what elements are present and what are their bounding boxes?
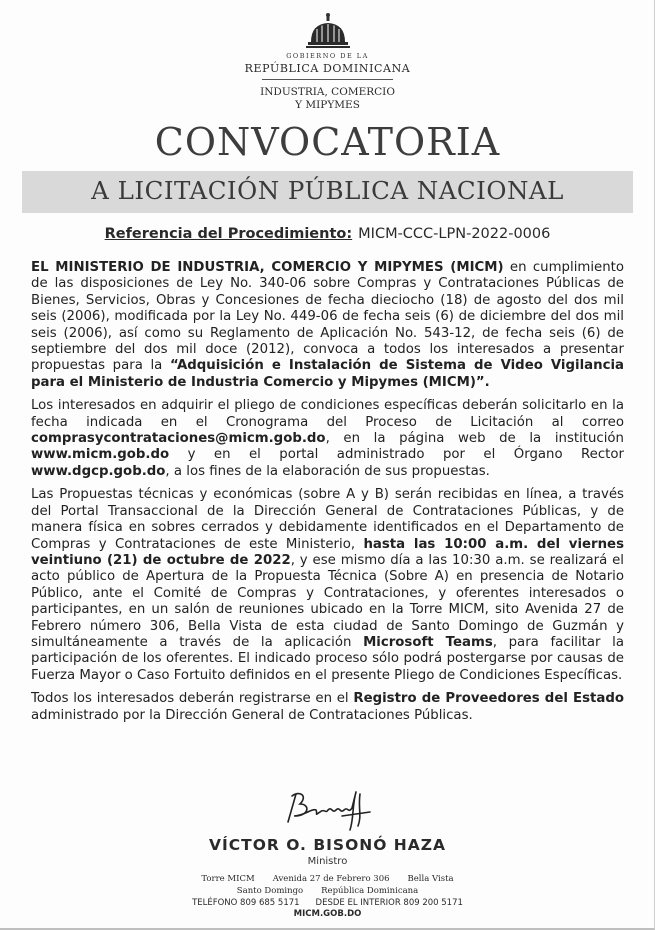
footer-phones	[0, 898, 655, 908]
reference-label: Referencia del Procedimiento:	[104, 226, 353, 242]
paragraph-1	[31, 260, 624, 391]
country-label: REPÚBLICA DOMINICANA	[244, 62, 411, 75]
announcement-body	[31, 260, 624, 731]
paragraph-2-text-a: Los interesados en adquirir el pliego de condiciones específicas deberán solicitarlo en la fecha indicada en el Cronograma del Proceso de Licitación al correo	[31, 398, 624, 430]
footer-address-street: Avenida 27 de Febrero 306	[272, 874, 390, 884]
teams-bold: Microsoft Teams	[363, 634, 493, 650]
signer-name: VÍCTOR O. BISONÓ HAZA	[208, 836, 446, 854]
paragraph-3-text-c: , para facilitar la participación de los oferentes. El indicado proceso sólo podrá postergarse por causas de Fuerza Mayor o Caso Fortuito definidos en el presente Pliego de Condiciones Específicas.	[31, 634, 624, 683]
signature-image	[270, 786, 390, 834]
subtitle-band	[22, 171, 633, 213]
email-link[interactable]: comprasycontrataciones@micm.gob.do	[31, 431, 326, 447]
footer-city-name: Santo Domingo	[236, 886, 304, 896]
ministry-name-line2: Y MIPYMES	[295, 99, 360, 111]
footer-address-building: Torre MICM	[201, 874, 255, 884]
government-label: GOBIERNO DE LA	[286, 52, 369, 60]
ministry-name	[0, 86, 655, 112]
procurement-object: “Adquisición e Instalación de Sistema de Video Vigilancia para el Ministerio de Industria Comercio y Mipymes (MICM)”.	[31, 358, 624, 390]
paragraph-2	[31, 398, 624, 480]
footer-address	[0, 874, 655, 884]
coat-of-arms-icon	[303, 12, 353, 52]
paragraph-4-text-b: administrado por la Dirección General de Contrataciones Públicas.	[31, 707, 473, 723]
footer-phone-interior: DESDE EL INTERIOR 809 200 5171	[315, 898, 463, 908]
paragraph-4-text-a: Todos los interesados deberán registrarse en el	[31, 691, 354, 707]
paragraph-2-text-c: y en el portal administrado por el Órgano Rector	[169, 447, 624, 463]
page-title: CONVOCATORIA	[154, 120, 501, 164]
procedure-reference	[0, 226, 655, 242]
registry-bold: Registro de Proveedores del Estado	[353, 691, 624, 707]
paragraph-2-text-b: , en la página web de la institución	[325, 431, 624, 447]
footer-phone: TELÉFONO 809 685 5171	[192, 898, 300, 908]
ministry-name-line1: INDUSTRIA, COMERCIO	[260, 86, 395, 98]
paragraph-3-text-a: Las Propuestas técnicas y económicas (sobre A y B) serán recibidas en línea, a través del Portal Transaccional de la Dirección General de Contrataciones Públicas, y de manera física en sobres cerrados y debidamente identificados en el Departamento de Compras y Contrataciones de este Ministerio,	[31, 487, 624, 552]
reference-value: MICM-CCC-LPN-2022-0006	[358, 226, 551, 242]
dgcp-website-link[interactable]: www.dgcp.gob.do	[31, 463, 166, 479]
micm-website-link[interactable]: www.micm.gob.do	[31, 447, 170, 463]
footer-website[interactable]: MICM.GOB.DO	[293, 909, 362, 919]
paragraph-3	[31, 487, 624, 684]
paragraph-1-text: en cumplimiento de las disposiciones de Ley No. 340-06 sobre Compras y Contrataciones Públicas de Bienes, Servicios, Obras y Concesiones de fecha dieciocho (18) de agosto del dos mil seis (2006), modificada por la Ley No. 449-06 de fecha seis (6) de diciembre del dos mil seis (2006), así como su Reglamento de Aplicación No. 543-12, de fecha seis (6) de septiembre del dos mil doce (2012), convoca a todos los interesados a presentar propuestas para la	[31, 260, 624, 374]
paragraph-2-text-d: , a los fines de la elaboración de sus propuestas.	[165, 463, 490, 479]
paragraph-3-text-b: , y ese mismo día a las 10:30 a.m. se realizará el acto público de Apertura de la Propuesta Técnica (Sobre A) en presencia de Notario Público, ante el Comité de Compras y Contrataciones, y oferentes interesados o participantes, en un salón de reuniones ubicado en la Torre MICM, sito Avenida 27 de Febrero número 306, Bella Vista de esta ciudad de Santo Domingo de Guzmán y simultáneamente a través de la aplicación	[31, 552, 624, 650]
footer-country: República Dominicana	[321, 886, 419, 896]
ministry-bold-name: EL MINISTERIO DE INDUSTRIA, COMERCIO Y MIPYMES (MICM)	[31, 260, 504, 275]
header-divider	[262, 79, 393, 80]
paragraph-4	[31, 691, 624, 724]
signer-title: Ministro	[307, 856, 348, 867]
footer-address-area: Bella Vista	[407, 874, 454, 884]
footer-city	[0, 886, 655, 896]
deadline-bold: hasta las 10:00 a.m. del viernes veintiuno (21) de octubre de 2022	[31, 536, 624, 568]
page-subtitle: A LICITACIÓN PÚBLICA NACIONAL	[91, 176, 564, 205]
